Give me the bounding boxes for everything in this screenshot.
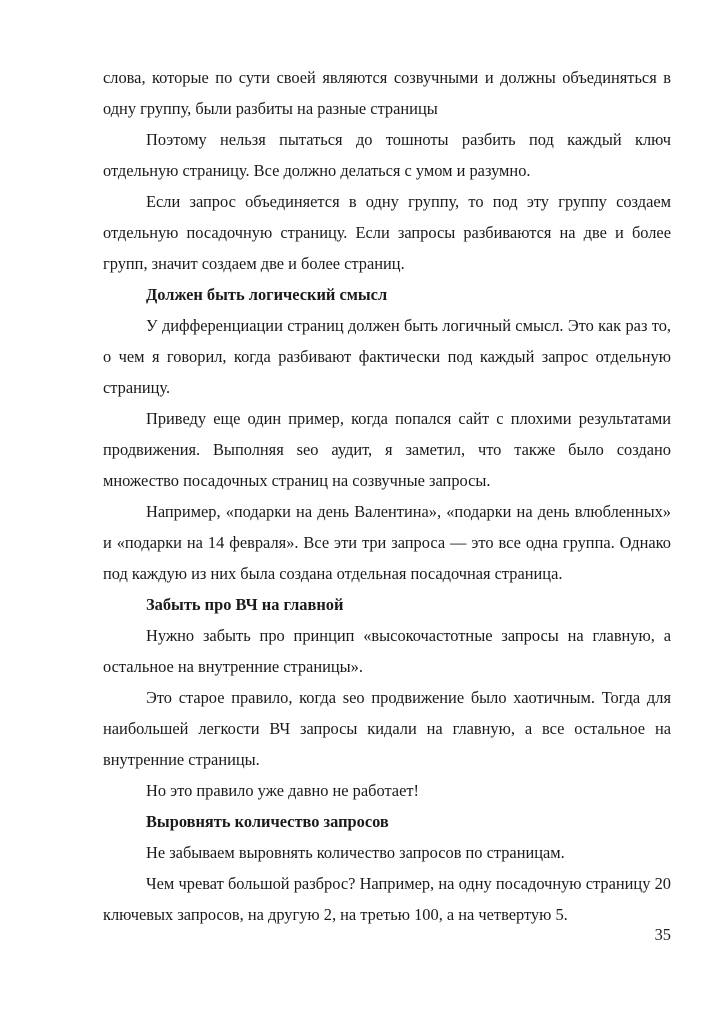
paragraph: У дифференциации страниц должен быть логичный смысл. Это как раз то, о чем я говорил, когда разбивают фактически под каждый запрос отдельную страницу. bbox=[103, 316, 671, 397]
paragraph: Приведу еще один пример, когда попался сайт с плохими результатами продвижения. Выполняя seo аудит, я заметил, что также было создано множество посадочных страниц на созвучные запросы. bbox=[103, 409, 671, 490]
paragraph: Нужно забыть про принцип «высокочастотные запросы на главную, а остальное на внутренние страницы». bbox=[103, 626, 671, 676]
paragraph: слова, которые по сути своей являются созвучными и должны объединяться в одну группу, были разбиты на разные страницы bbox=[103, 68, 671, 118]
page-body bbox=[103, 62, 671, 930]
paragraph: Если запрос объединяется в одну группу, то под эту группу создаем отдельную посадочную страницу. Если запросы разбиваются на две и более групп, значит создаем две и более страниц. bbox=[103, 192, 671, 273]
page-number: 35 bbox=[654, 925, 671, 944]
section-heading: Забыть про ВЧ на главной bbox=[146, 595, 344, 614]
paragraph: Не забываем выровнять количество запросов по страницам. bbox=[146, 843, 565, 862]
paragraph: Но это правило уже давно не работает! bbox=[146, 781, 419, 800]
paragraph: Например, «подарки на день Валентина», «подарки на день влюбленных» и «подарки на 14 февраля». Все эти три запроса — это все одна группа. Однако под каждую из них была создана отдельная посадочная страница. bbox=[103, 502, 671, 583]
section-heading: Должен быть логический смысл bbox=[146, 285, 388, 304]
paragraph: Поэтому нельзя пытаться до тошноты разбить под каждый ключ отдельную страницу. Все должно делаться с умом и разумно. bbox=[103, 130, 671, 180]
paragraph: Чем чреват большой разброс? Например, на одну посадочную страницу 20 ключевых запросов, на другую 2, на третью 100, а на четвертую 5. bbox=[103, 874, 671, 924]
paragraph: Это старое правило, когда seo продвижение было хаотичным. Тогда для наибольшей легкости ВЧ запросы кидали на главную, а все остальное на внутренние страницы. bbox=[103, 688, 671, 769]
section-heading: Выровнять количество запросов bbox=[146, 812, 389, 831]
